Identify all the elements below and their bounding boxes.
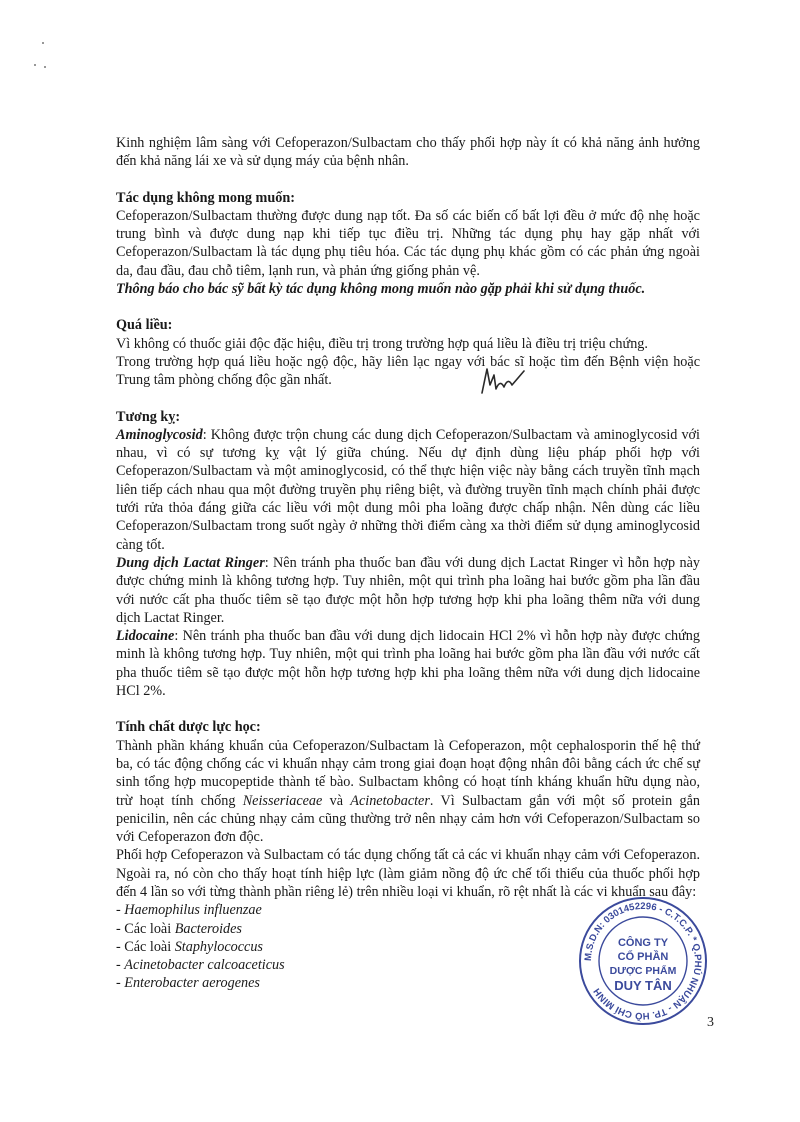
list-item-organism: Enterobacter aerogenes <box>124 975 260 992</box>
pharmacodynamics-heading: Tính chất dược lực học: <box>116 719 261 736</box>
scan-speck <box>44 66 46 68</box>
stamp-line-2: CỔ PHẦN <box>617 951 669 963</box>
list-item-prefix: - Các loài <box>116 920 175 937</box>
overdose-section <box>116 316 700 389</box>
acinetobacter-term: Acinetobacter <box>350 792 430 809</box>
conjunction-text: và <box>322 792 351 809</box>
aminoglycosid-label: Aminoglycosid <box>116 426 203 443</box>
stamp-line-1: CÔNG TY <box>617 937 669 949</box>
scan-speck <box>42 42 44 44</box>
list-item-prefix: - <box>116 975 125 992</box>
intro-section <box>116 134 700 171</box>
list-item-organism: Staphylococcus <box>174 938 263 955</box>
signature-initials <box>478 365 528 397</box>
incompatibility-section <box>116 408 700 701</box>
lidocaine-text: : Nên tránh pha thuốc ban đầu với dung dịch lidocain HCl 2% vì hỗn hợp này được chứng minh là không tương hợp. Tuy nhiên, một qui trình pha loãng hai bước gồm pha lần đầu với nước cất pha thuốc tiêm sẽ tạo được một hỗn hợp tương hợp khi pha loãng thêm nữa với dung dịch lidocaine HCl 2%. <box>116 628 700 700</box>
list-item-prefix: - <box>116 957 125 974</box>
list-item-organism: Haemophilus influenzae <box>124 902 262 919</box>
pharmacodynamics-text-b: . Vì Sulbactam gắn với một số protein gắn penicilin, nên các chủng nhạy cảm cũng thường trở nên nhạy cảm hơn với Cefoperazon/Sulbactam so với Cefoperazon đơn độc. <box>116 792 700 846</box>
stamp-ring-text: M.S.D.N: 0301452296 - C.T.C.P. * Q.PHÚ NHUẬN - TP. HỒ CHÍ MINH <box>582 900 704 1022</box>
stamp-line-3: DƯỢC PHẨM <box>609 965 677 977</box>
side-effects-paragraph: Cefoperazon/Sulbactam thường được dung nạp tốt. Đa số các biến cố bất lợi đều ở mức độ nhẹ hoặc trung bình và được dung nạp khi tiếp tục điều trị. Những tác dụng phụ hay gặp nhất với Cefoperazon/Sulbactam là tác dụng phụ tiêu hóa. Các tác dụng phụ khác gồm có các phản ứng ngoài da, đau đầu, đau chỗ tiêm, lạnh run, và phản ứng giống phản vệ. <box>116 207 700 279</box>
overdose-paragraph-1: Vì không có thuốc giải độc đặc hiệu, điều trị trong trường hợp quá liều là điều trị triệu chứng. <box>116 335 648 352</box>
list-item-prefix: - Các loài <box>116 938 175 955</box>
list-item-organism: Bacteroides <box>174 920 242 937</box>
aminoglycosid-text: : Không được trộn chung các dung dịch Cefoperazon/Sulbactam và aminoglycosid với nhau, vì có sự tương kỵ vật lý giữa chúng. Nếu dự định dùng liệu pháp phối hợp với Cefoperazon/Sulbactam và một aminoglycosid, có thể thực hiện việc này bằng cách truyền tĩnh mạch liên tiếp cách nhau qua một đường truyền phụ riêng biệt, và đường truyền tĩnh mạch chính phải được tưới rửa thỏa đáng giữa các liều với một dung môi pha loãng được chấp nhận. Nên dùng các liều Cefoperazon/Sulbactam trong suốt ngày ở những thời điểm càng xa thời điểm sử dụng aminoglycosid càng tốt. <box>116 426 700 553</box>
pharmacodynamics-text-a: Thành phần kháng khuẩn của Cefoperazon/Sulbactam là Cefoperazon, một cephalosporin thế hệ thứ ba, có tác động chống các vi khuẩn nhạy cảm trong giai đoạn hoạt động nhân đôi bằng cách ức chế sự sinh tổng hợp mucopeptide thành tế bào. Sulbactam không có hoạt tính kháng khuẩn hữu dụng nào, trừ hoạt tính chống <box>116 737 700 809</box>
document-body <box>116 134 700 993</box>
ringer-paragraph <box>116 554 700 627</box>
scan-specks <box>28 40 68 80</box>
pharmacodynamics-paragraph-1 <box>116 737 700 847</box>
lidocaine-paragraph <box>116 627 700 700</box>
page-number: 3 <box>707 1015 714 1030</box>
ringer-text: : Nên tránh pha thuốc ban đầu với dung dịch Lactat Ringer vì hỗn hợp này được chứng minh là không tương hợp. Tuy nhiên, một qui trình pha loãng hai bước gồm pha lần đầu với nước cất pha thuốc tiêm sẽ tạo được một hỗn hợp tương hợp khi pha loãng thêm nữa với dung dịch Lactat Ringer. <box>116 554 700 626</box>
lidocaine-label: Lidocaine <box>116 628 175 645</box>
side-effects-heading: Tác dụng không mong muốn: <box>116 189 295 206</box>
intro-paragraph: Kinh nghiệm lâm sàng với Cefoperazon/Sulbactam cho thấy phối hợp này ít có khả năng ảnh hưởng đến khả năng lái xe và sử dụng máy của bệnh nhân. <box>116 135 700 170</box>
list-item-organism: Acinetobacter calcoaceticus <box>124 957 285 974</box>
aminoglycosid-paragraph <box>116 426 700 554</box>
ringer-label: Dung dịch Lactat Ringer <box>116 554 265 571</box>
list-item-prefix: - <box>116 902 125 919</box>
side-effects-section <box>116 189 700 299</box>
stamp-line-4: DUY TÂN <box>614 978 672 993</box>
incompatibility-heading: Tương kỵ: <box>116 408 181 425</box>
overdose-heading: Quá liều: <box>116 317 173 334</box>
overdose-paragraph-2: Trong trường hợp quá liều hoặc ngộ độc, hãy liên lạc ngay với bác sĩ hoặc tìm đến Bệnh viện hoặc Trung tâm phòng chống độc gần nhất. <box>116 353 700 389</box>
company-stamp-seal <box>576 894 710 1028</box>
side-effects-notice: Thông báo cho bác sỹ bất kỳ tác dụng không mong muốn nào gặp phải khi sử dụng thuốc. <box>116 281 646 298</box>
pharmacodynamics-paragraph-2: Phối hợp Cefoperazon và Sulbactam có tác dụng chống tất cả các vi khuẩn nhạy cảm với Cefoperazon. Ngoài ra, nó còn cho thấy hoạt tính hiệp lực (làm giảm nồng độ ức chế tối thiểu của thuốc phối hợp đến 4 lần so với từng thành phần riêng lẻ) trên nhiều loại vi khuẩn, rõ rệt nhất là các vi khuẩn sau đây: <box>116 847 700 900</box>
scan-speck <box>34 64 36 66</box>
neisseriaceae-term: Neisseriaceae <box>242 792 323 809</box>
